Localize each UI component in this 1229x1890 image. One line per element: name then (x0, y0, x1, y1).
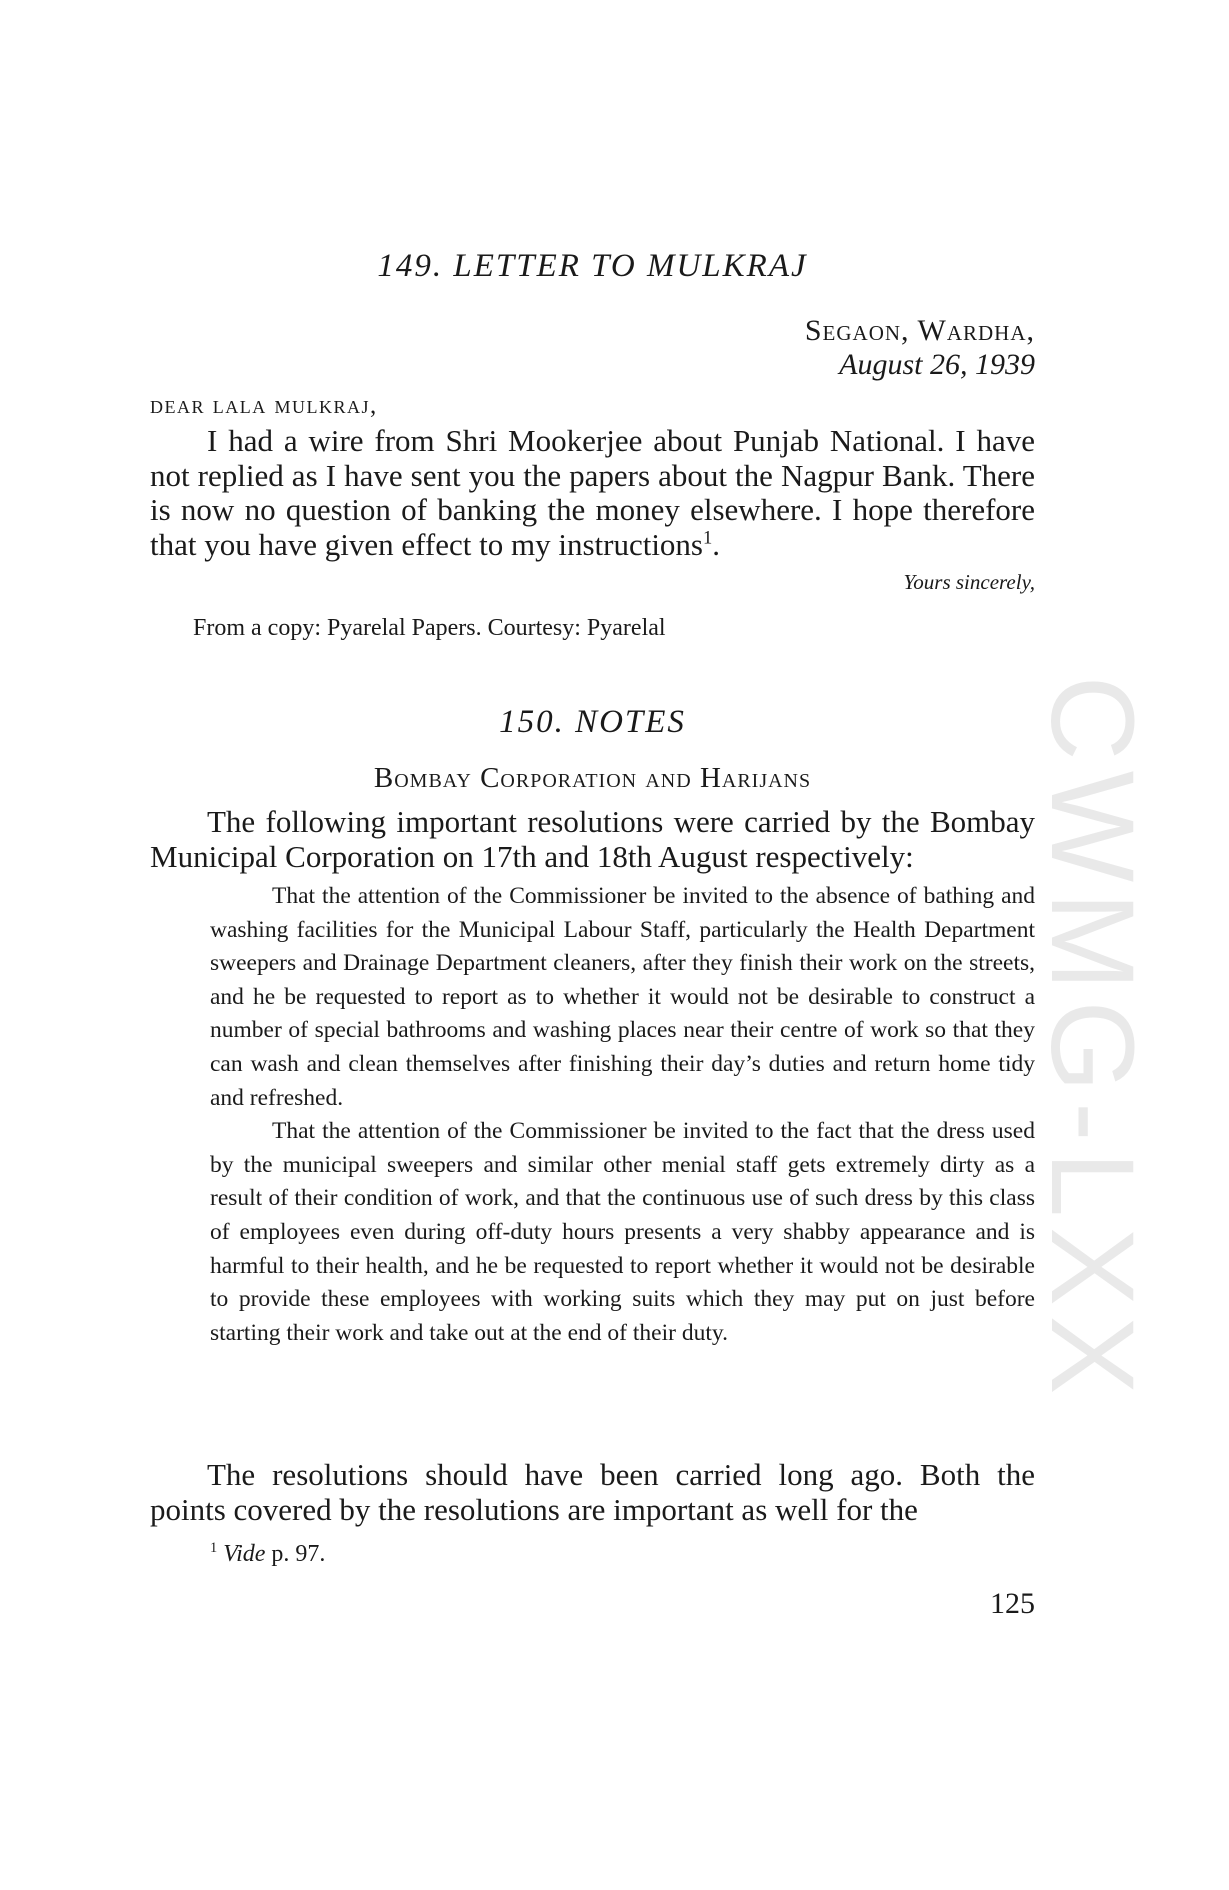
letter-body-end: . (712, 526, 721, 562)
footnote-number: 1 (210, 1540, 218, 1556)
notes-heading (150, 704, 1035, 741)
watermark: CWMG-LXX (1026, 675, 1158, 1405)
footnote (210, 1541, 325, 1568)
notes-intro-text: The following important resolutions were carried by the Bombay Municipal Corporation on 17th and 18th August respectively: (150, 804, 1035, 874)
notes-number: 150. (499, 704, 565, 740)
letter-number: 149. (377, 248, 444, 284)
resolution-1: That the attention of the Commissioner be invited to the absence of bathing and washing facilities for the Municipal Labour Staff, particularly the Health Department sweepers and Drainage Department cleaners, after they finish their work on the streets, and he be requested to report as to whether it would not be desirable to construct a number of special bathrooms and washing places near their centre of work so that they can wash and clean themselves after finishing their day’s duties and return home tidy and refreshed. (210, 883, 1035, 1111)
notes-subheading: Bombay Corporation and Harijans (373, 762, 812, 794)
salutation: dear lala mulkraj, (150, 392, 378, 419)
letter-date: August 26, 1939 (839, 348, 1035, 381)
notes-title: NOTES (575, 704, 686, 740)
letter-body (150, 424, 1035, 562)
letter-body-text: I had a wire from Shri Mookerjee about Punjab National. I have not replied as I have sent you the papers about the Nagpur Bank. There is now no question of banking the money elsewhere. I hope therefore that you have given effect to my instructions (150, 423, 1035, 562)
resolution-2: That the attention of the Commissioner be invited to the fact that the dress used by the municipal sweepers and similar other menial staff gets extremely dirty as a result of their condition of work, and that the continuous use of such dress by this class of employees even during off-duty hours presents a very shabby appearance and is harmful to their health, and he be requested to report whether it would not be desirable to provide these employees with working suits which they may put on just before starting their work and take out at the end of their duty. (210, 1118, 1035, 1346)
letter-heading (150, 248, 1035, 285)
notes-intro (150, 805, 1035, 874)
page-number: 125 (990, 1587, 1035, 1620)
resolutions-quote (210, 880, 1035, 1350)
footnote-text: p. 97. (265, 1541, 326, 1567)
footnote-marker: 1 (703, 527, 713, 549)
source-line: From a copy: Pyarelal Papers. Courtesy: Pyarelal (193, 615, 666, 641)
letter-title: LETTER TO MULKRAJ (453, 248, 808, 284)
footnote-ref: Vide (223, 1541, 266, 1567)
notes-closing (150, 1458, 1035, 1527)
notes-closing-text: The resolutions should have been carried long ago. Both the points covered by the resolutions are important as well for the (150, 1457, 1035, 1527)
letter-closing: Yours sincerely, (903, 570, 1035, 594)
letter-place: Segaon, Wardha, (804, 314, 1035, 347)
